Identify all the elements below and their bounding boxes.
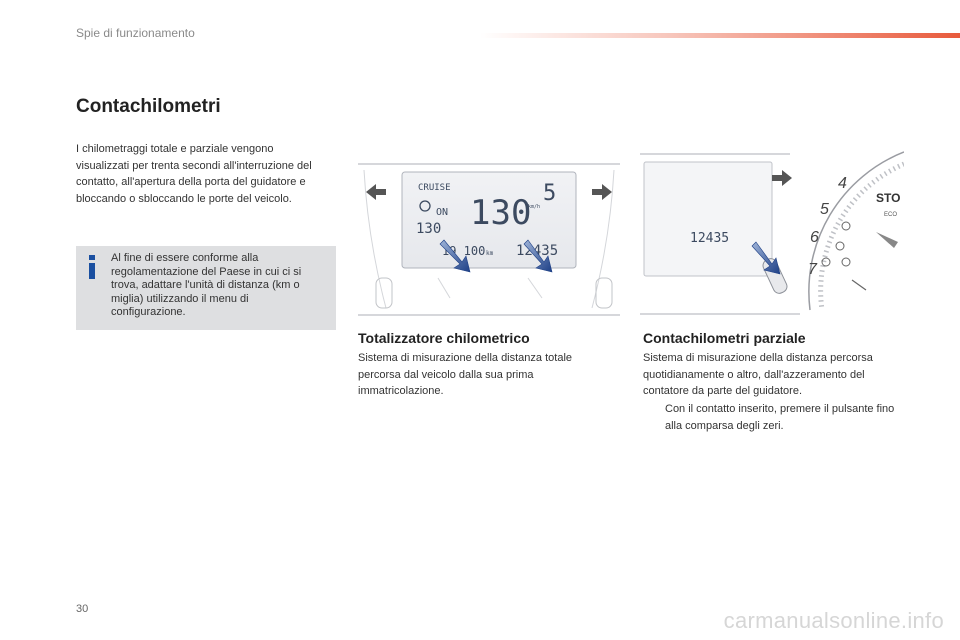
stop-start-label: STO [876,191,901,205]
set-speed-value: 130 [416,221,442,237]
instruction-bullet [643,401,908,434]
fuel-gauge-icon [852,280,866,290]
trip-odometer-value: 12435 [690,231,730,246]
gauge-needle [876,232,898,248]
left-turn-arrow [366,184,386,200]
header-section-title: Spie di funzionamento [76,26,195,40]
gauge-number-4: 4 [838,175,847,192]
cluster-total-illustration [358,150,620,318]
cluster-trip-illustration [640,150,904,318]
right-turn-arrow [592,184,612,200]
page-number: 30 [76,603,89,615]
section-text-trip: Sistema di misurazione della distanza percorsa quotidianamente o altro, dall'azzeramento del contatore da parte del guidatore. [643,352,873,398]
eco-label: ECO [884,212,898,218]
info-icon [87,255,97,279]
current-speed-value: 130 [470,193,532,233]
intro-paragraph: I chilometraggi totale e parziale vengono visualizzati per trenta secondi all'interruzione del contatto, all'apertura della porta del guidatore e bloccando o sbloccando le porte del veicolo. [76,143,312,205]
lights-icon [842,222,850,230]
gauge-number-6: 6 [810,229,819,246]
info-note-box [76,246,336,330]
gear-indicator: 5 [543,181,557,206]
watermark: carmanualsonline.info [723,608,944,633]
header-accent-bar [480,33,960,38]
cruise-on-label: ON [436,207,449,218]
section-title-trip: Contachilometri parziale [643,330,806,346]
cruise-label: CRUISE [418,183,451,193]
section-text-total: Sistema di misurazione della distanza totale percorsa dal veicolo dalla sua prima immatricolazione. [358,352,573,398]
total-odometer-value: 12435 [516,243,559,259]
right-turn-arrow-2 [772,170,792,186]
gauge-number-5: 5 [820,201,829,218]
trip-unit: km [486,250,494,257]
headlight-icon [836,242,844,250]
instruction-text: Con il contatto inserito, premere il pulsante fino alla comparsa degli zeri. [665,403,895,432]
speed-unit: km/h [528,204,541,210]
trip-value: 19 100 [442,244,486,258]
glow-plug-icon [842,258,850,266]
page-title: Contachilometri [76,96,221,117]
gauge-number-7: 7 [808,261,817,278]
section-title-total: Totalizzatore chilometrico [358,330,530,346]
info-note-text: Al fine di essere conforme alla regolamentazione del Paese in cui ci si trova, adattare l'unità di distanza (km o miglia) utilizzando il menu di configurazione. [111,252,302,318]
